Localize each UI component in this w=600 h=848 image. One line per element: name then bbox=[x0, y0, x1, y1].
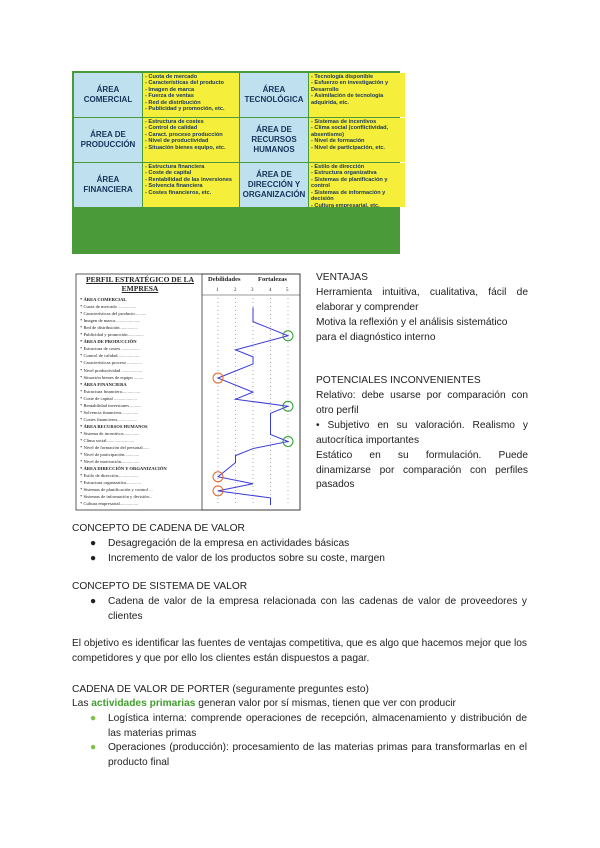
scale-label: 5 bbox=[286, 288, 289, 293]
area-label: ÁREA TECNOLÓGICA bbox=[240, 73, 308, 117]
list-item: - Clima social (conflictividad, absentismo) bbox=[311, 125, 389, 138]
bullet-icon: ● bbox=[90, 553, 97, 564]
profile-section-heading: * ÁREA RECURSOS HUMANOS bbox=[80, 423, 148, 429]
profile-row-label: * Nivel de motivación................ bbox=[80, 459, 140, 465]
profile-section-heading: * ÁREA COMERCIAL bbox=[80, 297, 127, 302]
list-item: - Estilo de dirección bbox=[311, 164, 365, 170]
area-label: ÁREA DE RECURSOS HUMANOS bbox=[240, 118, 308, 162]
list-item: - Fuerza de ventas bbox=[145, 93, 194, 100]
inconvenientes-line: Relativo: debe usarse por comparación con otro perfil bbox=[316, 390, 528, 416]
profile-row-label: * Solvencia financiera............... bbox=[80, 409, 139, 415]
area-table bbox=[72, 71, 400, 254]
list-item: - Red de distribución bbox=[145, 99, 201, 106]
list-item: - Sistemas de planificación y control bbox=[311, 176, 388, 190]
list-item: - Esfuerzo en investigación y Desarrollo bbox=[311, 80, 389, 93]
profile-row-label: * Estructura financiera................ bbox=[80, 388, 141, 394]
profile-row-label: * Nivel de participación............. bbox=[80, 452, 140, 458]
list-item: - Rentabilidad de las inversiones bbox=[145, 176, 233, 183]
list-item: - Características del producto bbox=[145, 80, 224, 87]
chart-frame bbox=[202, 274, 300, 510]
profile-row-label: * Clima social........................ bbox=[80, 438, 135, 443]
list-item: - Nivel de productividad bbox=[145, 138, 209, 145]
list-item: - Nivel de participación, etc. bbox=[311, 144, 385, 151]
scale-label: 1 bbox=[216, 288, 219, 293]
list-item: - Estructura financiera bbox=[145, 164, 205, 170]
list-item: - Caract. proceso producción bbox=[145, 131, 223, 138]
profile-section-heading: * ÁREA DIRECCIÓN Y ORGANIZACIÓN bbox=[80, 466, 167, 472]
profile-title: PERFIL ESTRATÉGICO DE LA EMPRESA bbox=[85, 275, 194, 293]
porter-title: CADENA DE VALOR DE PORTER (seguramente preguntes esto) bbox=[72, 684, 369, 695]
ventajas-title: VENTAJAS bbox=[316, 272, 368, 283]
area-items bbox=[143, 163, 239, 207]
area-items bbox=[143, 118, 239, 162]
ventajas-line: Motiva la reflexión y el análisis sistemático para el diagnóstico interno bbox=[316, 317, 508, 343]
list-item: - Control de calidad bbox=[145, 125, 198, 132]
list-item: - Tecnología disponible bbox=[311, 74, 374, 80]
profile-row-label: * Control de calidad................... bbox=[80, 353, 140, 359]
bullet-icon: ● bbox=[90, 538, 97, 549]
list-item: - Cuota de mercado bbox=[145, 74, 198, 80]
area-label: ÁREA COMERCIAL bbox=[74, 73, 142, 117]
ventajas-line: Herramienta intuitiva, cualitativa, fácil de elaborar y comprender bbox=[316, 287, 528, 313]
profile-row-label: * Sistemas de planificación y control ... bbox=[80, 487, 153, 493]
scale-label: 3 bbox=[251, 288, 254, 293]
profile-row-label: * Sistemas de información y decisión... bbox=[80, 494, 153, 500]
inconvenientes-line: Estático en su formulación. Puede dinamizarse por comparación con perfiles pasados bbox=[316, 450, 528, 491]
area-items bbox=[309, 163, 405, 207]
list-item: - Sistemas de información y decisión bbox=[311, 189, 386, 203]
objetivo-paragraph: El objetivo es identificar las fuentes de ventajas competitiva, que es algo que hacemos mejor que los competidores y que por ello los clientes están dispuestos a pagar. bbox=[72, 638, 527, 664]
area-label: ÁREA FINANCIERA bbox=[74, 163, 142, 207]
profile-row-label: * Nivel de formación del personal...... bbox=[80, 445, 150, 451]
profile-row-label: * Coste de capital .................... bbox=[80, 395, 137, 401]
profile-row-label: * Estructura organizativa............. bbox=[80, 480, 142, 486]
profile-row-label: * Situación bienes de equipo ........ bbox=[80, 374, 144, 380]
list-item: - Situación bienes equipo, etc. bbox=[145, 144, 226, 151]
list-item: - Estructura organizativa bbox=[311, 170, 377, 177]
list-item: - Costes financieros, etc. bbox=[145, 189, 212, 196]
list-item: - Estructura de costes bbox=[145, 119, 204, 125]
profile-row-label: * Nivel productividad .................. bbox=[80, 367, 143, 373]
bullet-icon: ● bbox=[90, 713, 97, 724]
inconvenientes-line: • Subjetivo en su valoración. Realismo y autocrítica importantes bbox=[316, 420, 528, 446]
profile-row-label: * Red de distribución................ bbox=[80, 325, 138, 331]
area-items bbox=[309, 118, 405, 162]
area-label: ÁREA DE DIRECCIÓN Y ORGANIZACIÓN bbox=[240, 163, 308, 207]
list-item: - Publicidad y promoción, etc. bbox=[145, 106, 225, 113]
profile-row-label: * Cuota de mercado ................ bbox=[80, 304, 137, 310]
sistema-valor-title: CONCEPTO DE SISTEMA DE VALOR bbox=[72, 581, 248, 592]
profile-row-label: * Imagen de marca...................... bbox=[80, 318, 141, 324]
profile-row-label: * Estructura de costes ................ bbox=[80, 346, 140, 352]
area-items bbox=[309, 73, 405, 117]
profile-row-label: * Estilo de dirección.................. bbox=[80, 473, 139, 479]
list-item: - Coste de capital bbox=[145, 170, 192, 177]
list-item: - Asimilación de tecnología adquirida, etc. bbox=[311, 93, 384, 106]
list-item: - Cultura empresarial, etc. bbox=[311, 202, 380, 207]
area-items bbox=[143, 73, 239, 117]
profile-row-label: * Publicidad y promoción.............. bbox=[80, 332, 144, 338]
inconvenientes-title: POTENCIALES INCONVENIENTES bbox=[316, 375, 481, 386]
profile-section-heading: * ÁREA FINANCIERA bbox=[80, 381, 127, 387]
profile-section-heading: * ÁREA DE PRODUCCIÓN bbox=[80, 339, 137, 345]
profile-row-label: * Costes financieros................. bbox=[80, 416, 137, 422]
cadena-valor-title: CONCEPTO DE CADENA DE VALOR bbox=[72, 523, 245, 534]
porter-intro: Las actividades primarias generan valor por sí mismas, tienen que ver con producir bbox=[72, 698, 456, 709]
profile-row-label: * Características proceso ............. bbox=[80, 360, 142, 366]
area-label: ÁREA DE PRODUCCIÓN bbox=[74, 118, 142, 162]
profile-row-label: * Sistema de incentivos.............. bbox=[80, 430, 140, 436]
profile-row-label: * Características del producto.......... bbox=[80, 311, 147, 317]
profile-row-label: * Cultura empresarial................ bbox=[80, 501, 139, 507]
scale-label: 2 bbox=[234, 288, 237, 293]
list-item: - Nivel de formación bbox=[311, 138, 365, 145]
strategic-profile-figure bbox=[74, 270, 304, 514]
scale-label: 4 bbox=[269, 288, 272, 293]
list-item: - Sistemas de incentivos bbox=[311, 119, 377, 125]
strong-header: Fortalezas bbox=[258, 276, 287, 283]
bullet-icon: ● bbox=[90, 596, 97, 607]
weak-header: Debilidades bbox=[208, 276, 241, 283]
list-item: - Solvencia financiera bbox=[145, 183, 203, 190]
list-item: - Imagen de marca bbox=[145, 86, 195, 93]
primary-activities-highlight: actividades primarias bbox=[91, 698, 196, 709]
profile-row-label: * Rentabilidad inversiones .......... bbox=[80, 402, 142, 408]
bullet-icon: ● bbox=[90, 742, 97, 753]
